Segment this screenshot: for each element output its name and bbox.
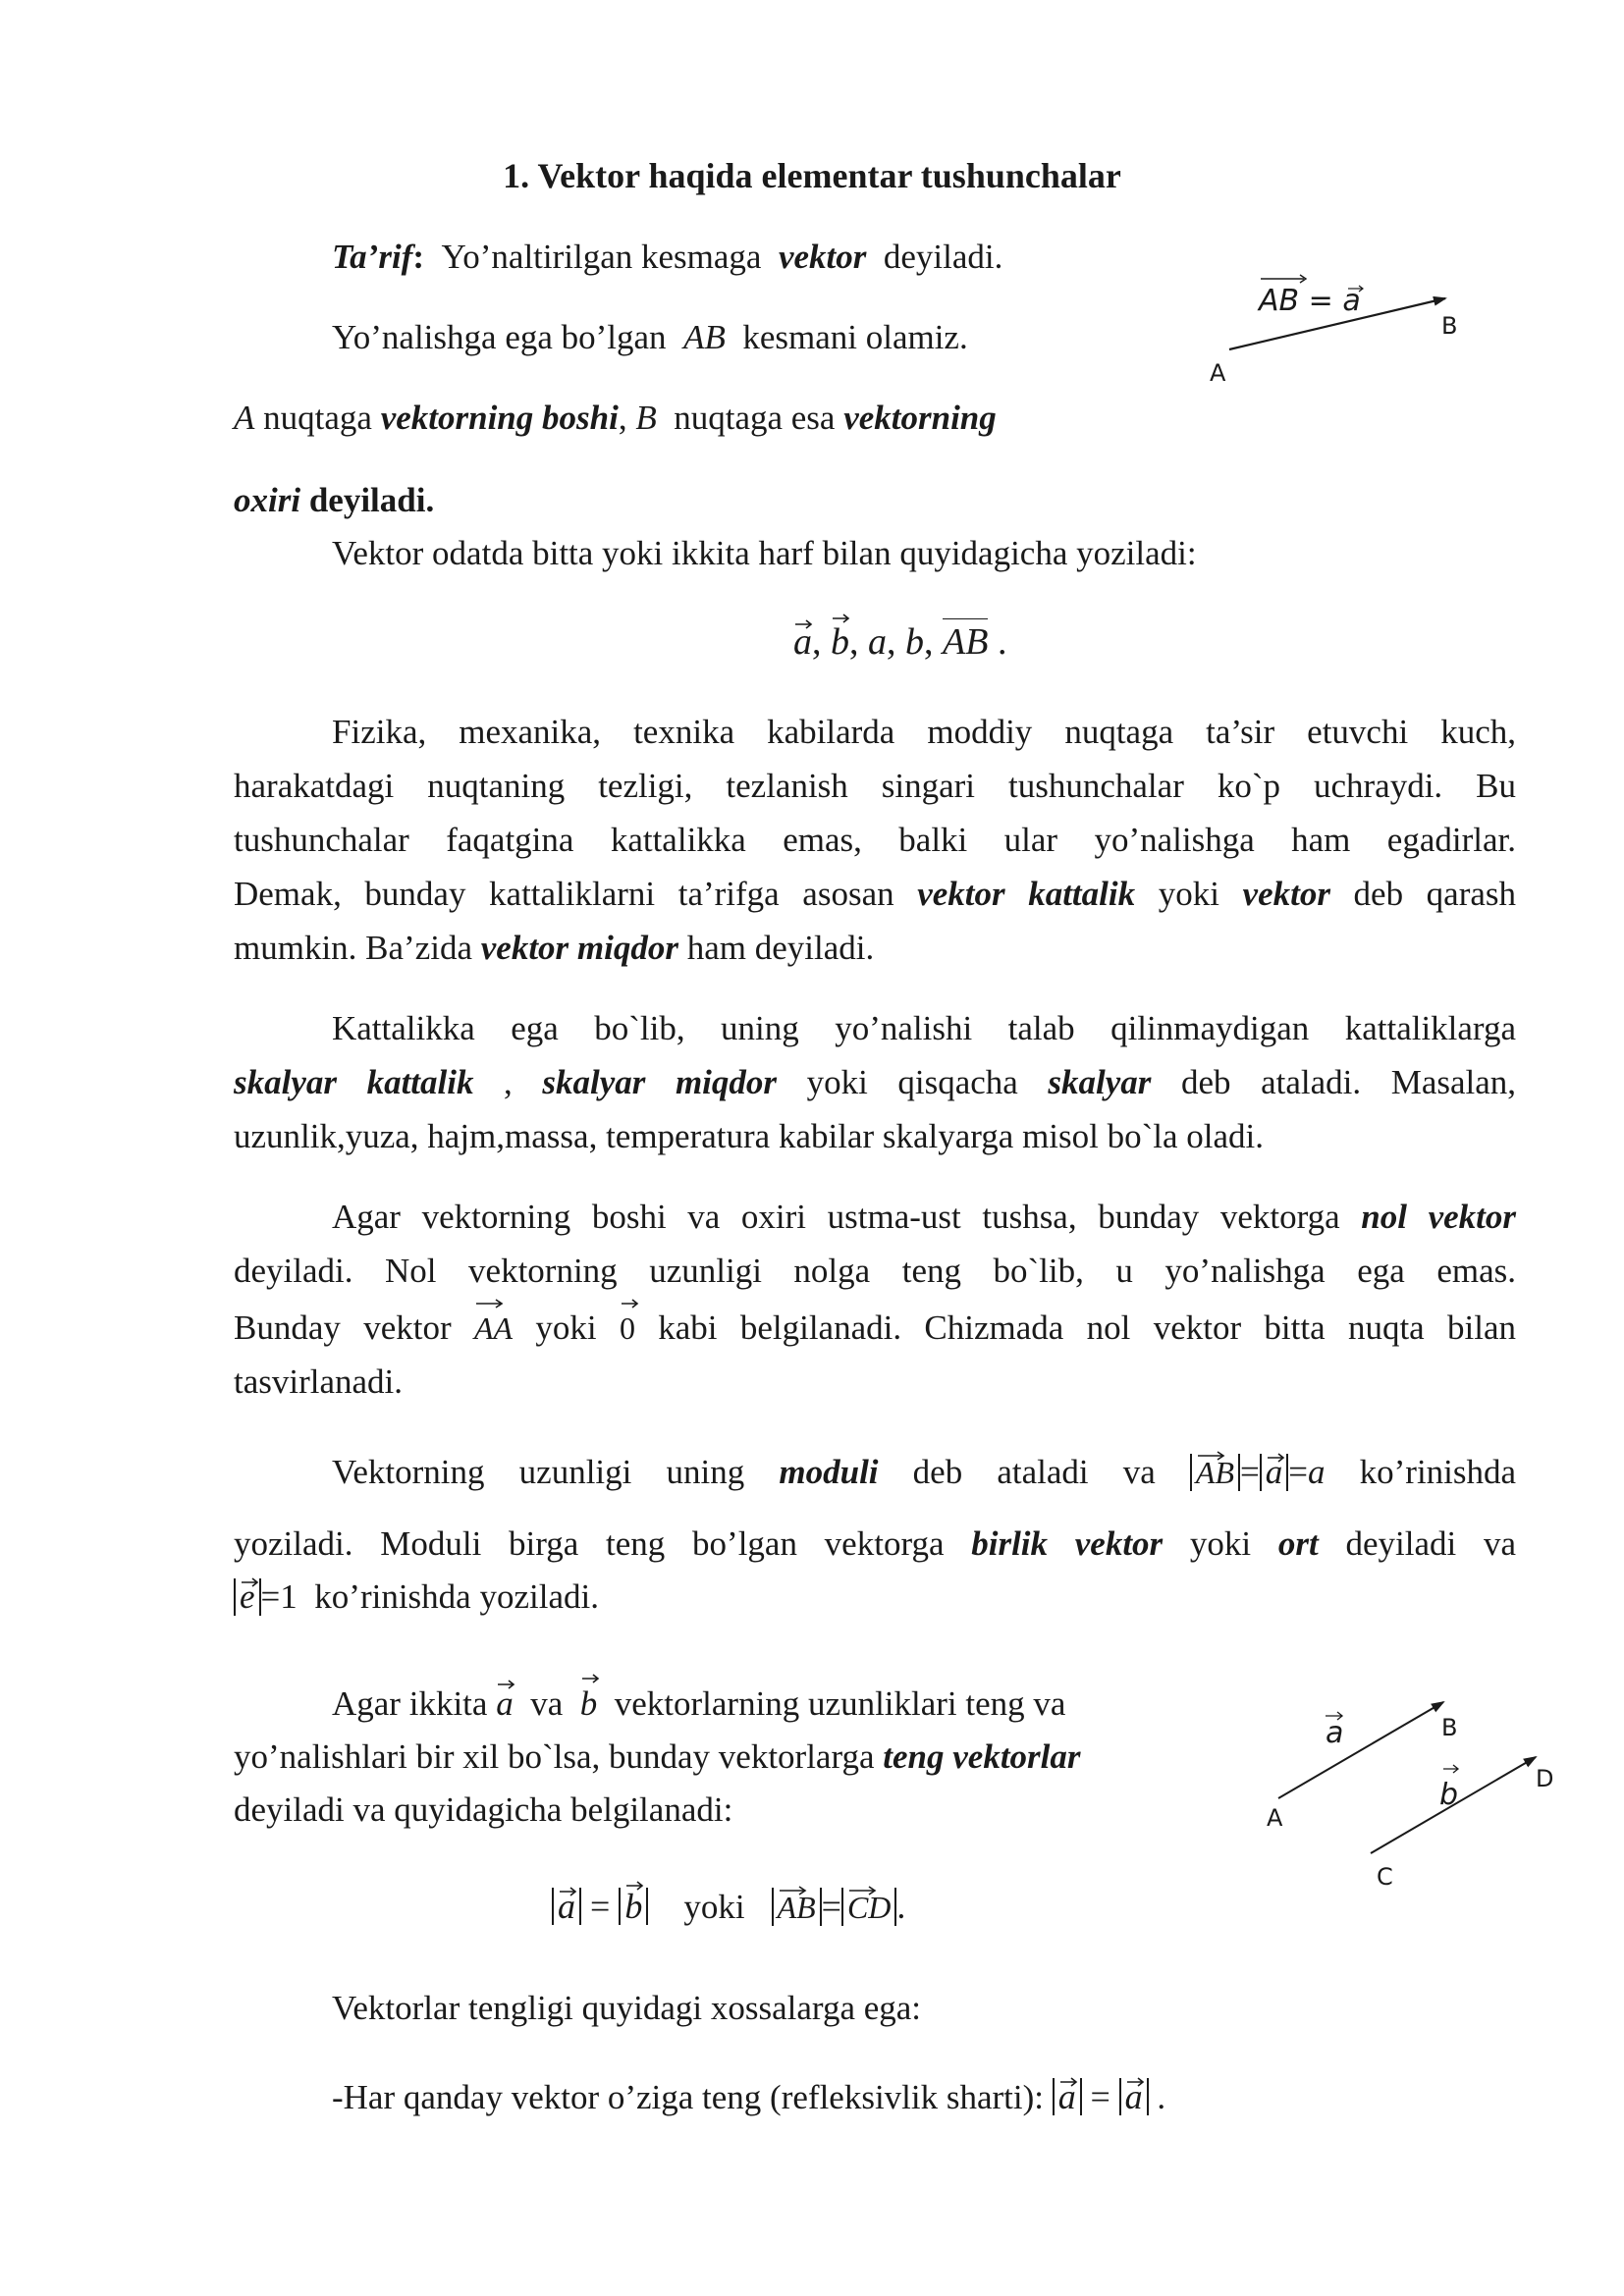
point-b-label: B: [1441, 1714, 1458, 1741]
term-scalar: skalyar: [1048, 1063, 1152, 1101]
para5-line2: [234, 1517, 1516, 1571]
text-segment: .: [997, 621, 1007, 663]
term-modulus: moduli: [779, 1453, 879, 1491]
math-ab: AB: [1195, 1455, 1234, 1490]
point-a-label: A: [1210, 359, 1226, 387]
text-segment: yoki: [1189, 1524, 1252, 1563]
text-segment: ,: [504, 1063, 513, 1101]
vector-ab-symbol: [1196, 1454, 1234, 1491]
equals-sign: =: [1090, 2077, 1110, 2116]
math-ab: AB: [777, 1890, 816, 1925]
abs-ab: [1190, 1454, 1240, 1491]
text-segment: Vektorning uzunligi uning: [332, 1453, 745, 1491]
math-a: a: [558, 1887, 575, 1926]
abs-a: [552, 1888, 581, 1925]
vector-b-symbol: [831, 620, 849, 664]
text-segment: ham deyiladi.: [686, 929, 875, 967]
vector-a-arrow: [1278, 1702, 1443, 1798]
math-a: a: [1124, 2077, 1143, 2116]
vector-ab-symbol: [943, 618, 988, 664]
zero-vector-symbol: [620, 1302, 635, 1356]
vector-a-symbol: [1058, 2078, 1076, 2115]
equals-one: =1: [260, 1577, 298, 1616]
abs-cd: [841, 1888, 896, 1926]
para4-line3: [234, 1301, 1516, 1356]
math-b: b: [905, 621, 924, 663]
math-ab: AB: [943, 621, 989, 663]
text-segment: deyiladi.: [308, 481, 435, 519]
abs-a: [1119, 2078, 1149, 2115]
term-scalar-amount: skalyar miqdor: [542, 1063, 778, 1101]
vector-b-symbol: [580, 1681, 598, 1728]
vector-end-line: [234, 479, 434, 522]
vector-aa-symbol: [474, 1302, 513, 1356]
math-a: a: [868, 621, 887, 663]
notation-formula: [793, 618, 1006, 664]
modulus-formula: [1190, 1453, 1326, 1491]
vector-a-symbol: [1266, 1454, 1283, 1491]
para4-line4: tasvirlanadi.: [234, 1362, 404, 1401]
para4-line2: deyiladi. Nol vektorning uzunligi nolga teng bo`lib, u yo’nalishga ega emas.: [234, 1252, 1516, 1290]
text-segment: ,: [618, 399, 627, 437]
para7-line2: [332, 2073, 1165, 2121]
text-segment: nuqtaga: [263, 399, 372, 437]
definition-colon: :: [412, 238, 424, 276]
text-segment: .: [896, 1887, 906, 1926]
vector-a-symbol: [558, 1888, 575, 1925]
equals-sign: =: [1288, 1453, 1308, 1491]
para7-line1: Vektorlar tengligi quyidagi xossalarga ega:: [332, 1989, 922, 2027]
text-segment: kabi belgilanadi. Chizmada nol vektor bitta nuqta bilan: [658, 1308, 1517, 1347]
math-a: a: [1308, 1453, 1326, 1491]
text-segment: ,: [849, 621, 868, 663]
math-a-point: A: [234, 399, 255, 437]
text-segment: yoki: [1158, 875, 1219, 913]
term-unit-vector: birlik vektor: [971, 1524, 1164, 1563]
math-e: e: [240, 1577, 255, 1616]
point-a-label: A: [1267, 1804, 1283, 1832]
vector-ab-figure: [1188, 265, 1483, 393]
text-segment: yoki qisqacha: [806, 1063, 1018, 1101]
definition-text-a: Yo’naltirilgan kesmaga: [441, 238, 762, 276]
vector-b-label: b: [1439, 1778, 1459, 1812]
vector-a-symbol: [496, 1681, 514, 1728]
text-segment: yoziladi. Moduli birga teng bo’lgan vektorga: [234, 1524, 945, 1563]
text-segment: vektorlarning uzunliklari teng va: [614, 1684, 1066, 1723]
para5-line1: [332, 1443, 1516, 1502]
text-segment: ko’rinishda yoziladi.: [314, 1577, 599, 1616]
vector-cd-symbol: [847, 1889, 891, 1926]
vector-b-symbol: [624, 1888, 642, 1925]
text-segment: deb qarash: [1353, 875, 1517, 913]
abs-ab: [772, 1888, 822, 1926]
math-aa: AA: [473, 1310, 514, 1346]
definition-term: vektor: [778, 238, 867, 276]
point-b-label: B: [1441, 312, 1458, 340]
definition-label: Ta’rif: [332, 238, 413, 276]
text-segment: ,: [887, 621, 905, 663]
term-vector-start: vektorning boshi: [380, 399, 619, 437]
term-zero-vector: nol vektor: [1361, 1198, 1516, 1236]
text-segment: deyiladi va: [1345, 1524, 1516, 1563]
para2-line1: Fizika, mexanika, texnika kabilarda moddiy nuqtaga ta’sir etuvchi kuch,: [332, 713, 1516, 751]
para6-line1: [332, 1681, 1065, 1728]
para2-line2: harakatdagi nuqtaning tezligi, tezlanish singari tushunchalar ko`p uchraydi. Bu: [234, 767, 1516, 805]
text-segment: va: [530, 1684, 564, 1723]
text-segment: kesmani olamiz.: [742, 318, 968, 356]
equality-formula: [552, 1883, 905, 1931]
term-ort: ort: [1277, 1524, 1319, 1563]
text-segment: Demak, bunday kattaliklarni ta’rifga asosan: [234, 875, 894, 913]
vector-a-symbol: [793, 620, 812, 664]
text-segment: ,: [924, 621, 943, 663]
abs-a: [1260, 1454, 1289, 1491]
vector-start-line: [234, 397, 997, 440]
para3-line2: [234, 1055, 1516, 1109]
notation-intro: Vektor odatda bitta yoki ikkita harf bilan quyidagicha yoziladi:: [332, 534, 1197, 572]
text-segment: nuqtaga esa: [674, 399, 836, 437]
para3-line1: Kattalikka ega bo`lib, uning yo’nalishi talab qilinmaydigan kattaliklarga: [332, 1009, 1516, 1047]
vector-ab-symbol: [778, 1889, 816, 1926]
vector-a-symbol: [1125, 2078, 1143, 2115]
para2-line4: [234, 867, 1516, 921]
math-zero: 0: [619, 1310, 635, 1346]
text-segment: yoki: [683, 1888, 745, 1926]
equals-sign: =: [590, 1887, 611, 1926]
text-segment: yo’nalishlari bir xil bo`lsa, bunday vektorlarga: [234, 1737, 875, 1776]
para5-line3: [234, 1575, 599, 1619]
math-ab: AB: [683, 318, 726, 356]
text-segment: ,: [812, 621, 831, 663]
math-b-point: B: [635, 399, 657, 437]
math-a: a: [1057, 2077, 1076, 2116]
math-b: b: [579, 1684, 598, 1723]
vector-e-symbol: [240, 1578, 255, 1616]
math-a: a: [793, 621, 812, 663]
point-c-label: C: [1377, 1863, 1393, 1891]
text-segment: Agar ikkita: [332, 1684, 488, 1723]
equals-sign: =: [1240, 1453, 1260, 1491]
vector-a-label: a: [1326, 1716, 1344, 1750]
point-d-label: D: [1536, 1765, 1554, 1792]
text-segment: Agar vektorning boshi va oxiri ustma-ust tushsa, bunday vektorga: [332, 1198, 1340, 1236]
term-vector-amount: vektor miqdor: [480, 929, 678, 967]
text-segment: .: [1157, 2078, 1166, 2116]
equals-sign: =: [821, 1887, 841, 1926]
math-a: a: [1265, 1453, 1283, 1491]
page-title: 1. Vektor haqida elementar tushunchalar: [503, 156, 1121, 195]
math-cd: CD: [846, 1890, 892, 1925]
math-b: b: [831, 621, 849, 663]
abs-a: [1053, 2078, 1082, 2115]
term-vector: vektorning: [843, 399, 997, 437]
text-segment: deb ataladi. Masalan,: [1181, 1063, 1517, 1101]
text-segment: ko’rinishda: [1359, 1453, 1517, 1491]
term-end: oxiri: [234, 481, 301, 519]
term-vector-quantity: vektor kattalik: [917, 875, 1136, 913]
definition-line: [332, 236, 1002, 279]
para6-line2: [234, 1735, 1081, 1779]
equal-vectors-figure: [1247, 1688, 1571, 1895]
abs-e: [234, 1578, 261, 1616]
text-segment: Yo’nalishga ega bo’lgan: [332, 318, 667, 356]
text-segment: mumkin. Ba’zida: [234, 929, 473, 967]
text-segment: -Har qanday vektor o’ziga teng (refleksivlik sharti):: [332, 2078, 1045, 2116]
math-b: b: [624, 1887, 643, 1926]
term-scalar-quantity: skalyar kattalik: [234, 1063, 474, 1101]
para3-line3: uzunlik,yuza, hajm,massa, temperatura kabilar skalyarga misol bo`la oladi.: [234, 1117, 1265, 1155]
para2-line3: tushunchalar faqatgina kattalikka emas, balki ular yo’nalishga ham egadirlar.: [234, 821, 1516, 859]
para6-line3: deyiladi va quyidagicha belgilanadi:: [234, 1790, 733, 1829]
text-segment: deb ataladi va: [912, 1453, 1156, 1491]
para2-line5: [234, 921, 1516, 975]
definition-text-b: deyiladi.: [883, 238, 1003, 276]
math-a: a: [496, 1684, 514, 1723]
term-vector: vektor: [1242, 875, 1330, 913]
text-segment: yoki: [535, 1308, 597, 1347]
para4-line1: [332, 1190, 1516, 1244]
abs-b: [619, 1888, 648, 1925]
vector-ab-label: AB = a: [1259, 284, 1361, 318]
term-equal-vectors: teng vektorlar: [883, 1737, 1081, 1776]
text-segment: Bunday vektor: [234, 1308, 452, 1347]
ab-segment-line: [332, 316, 968, 359]
